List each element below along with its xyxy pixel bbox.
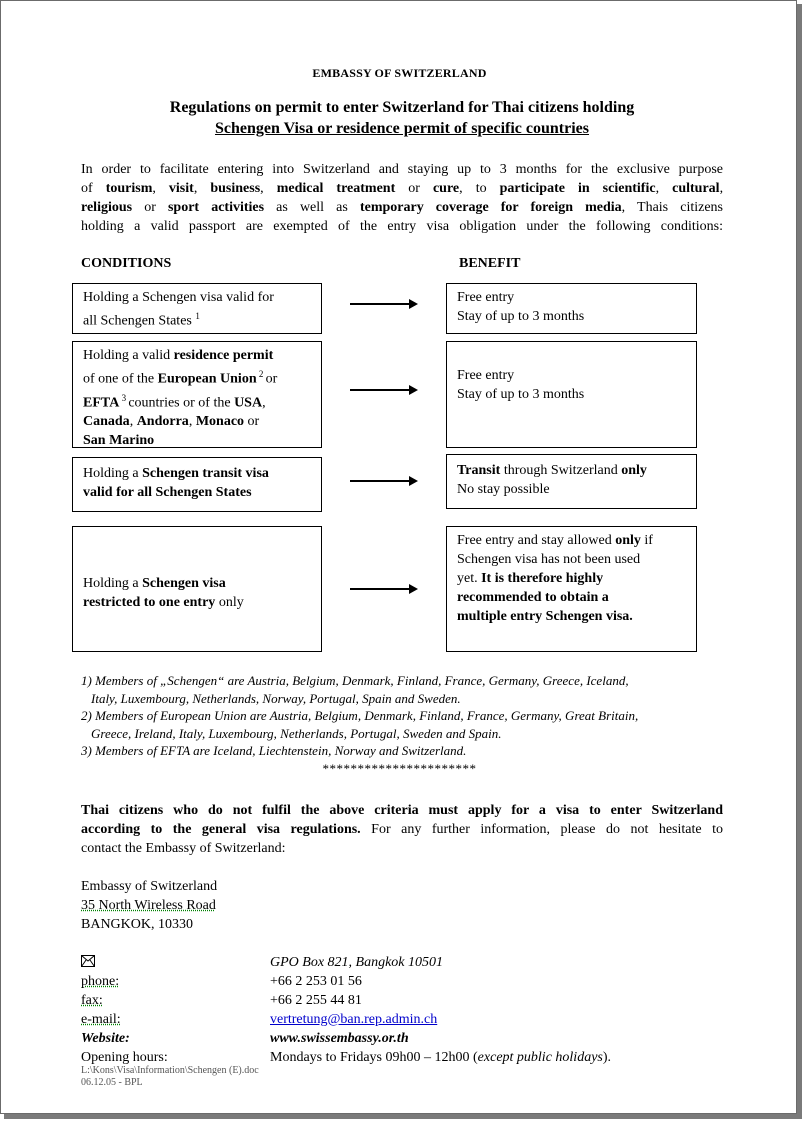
address-block: Embassy of Switzerland 35 North Wireless Road BANGKOK, 10330 <box>81 879 218 932</box>
website-label: Website: <box>81 1031 130 1046</box>
footnote-1: 1) Members of „Schengen“ are Austria, Belgium, Denmark, Finland, France, Germany, Greece, Iceland, Italy, Luxembourg, Netherlands, Norway, Portugal, Spain and Sweden. <box>81 673 629 706</box>
file-path: L:\Kons\Visa\Information\Schengen (E).doc 06.12.05 - BPL <box>81 1065 259 1088</box>
conditions-header: CONDITIONS <box>81 256 172 271</box>
condition-box-single-entry: Holding a Schengen visa restricted to one entry only <box>72 526 322 652</box>
benefit-box-free-entry-2: Free entry Stay of up to 3 months <box>446 341 697 448</box>
arrow-icon <box>350 389 416 391</box>
benefit-box-transit: Transit through Switzerland only No stay possible <box>446 454 697 509</box>
condition-box-residence-permit: Holding a valid residence permit of one of the European Union $^2$ or EFTA $^3$ countries or of the USA, Canada, Andorra, Monaco or San Marino <box>72 341 322 448</box>
arrow-icon <box>350 303 416 305</box>
phone-value: +66 2 253 01 56 <box>270 974 362 989</box>
email-link[interactable]: vertretung@ban.rep.admin.ch <box>270 1012 438 1027</box>
closing-paragraph: Thai citizens who do not fulfil the above criteria must apply for a visa to enter Switzerland according to the general visa regulations. For any further information, please do not hesitate to <box>81 803 723 837</box>
fax-value: +66 2 255 44 81 <box>270 993 362 1008</box>
condition-box-transit-visa: Holding a Schengen transit visa valid for all Schengen States <box>72 457 322 512</box>
email-label: e-mail: <box>81 1012 121 1027</box>
footnote-3: 3) Members of EFTA are Iceland, Liechtenstein, Norway and Switzerland. <box>81 743 467 758</box>
footnote-2: 2) Members of European Union are Austria, Belgium, Denmark, Finland, France, Germany, Great Britain, Greece, Ireland, Italy, Luxembourg, Netherlands, Portugal, Sweden and Spain. <box>81 708 639 741</box>
page-shadow-right <box>797 4 802 1118</box>
intro-line-3: religious or sport activities as well as temporary coverage for foreign media, Thais citizens <box>81 200 723 215</box>
po-box: GPO Box 821, Bangkok 10501 <box>270 955 444 970</box>
envelope-icon <box>81 954 95 966</box>
intro-line-1: In order to facilitate entering into Switzerland and staying up to 3 months for the exclusive purpose <box>81 162 723 177</box>
benefit-header: BENEFIT <box>459 256 521 271</box>
arrow-icon <box>350 588 416 590</box>
embassy-heading: EMBASSY OF SWITZERLAND <box>312 66 487 80</box>
title-line-1: Regulations on permit to enter Switzerland for Thai citizens holding <box>169 99 635 116</box>
phone-label: phone: <box>81 974 120 989</box>
page-shadow-bottom <box>4 1114 802 1119</box>
closing-line-3: contact the Embassy of Switzerland: <box>81 841 286 856</box>
website-value[interactable]: www.swissembassy.or.th <box>270 1031 409 1046</box>
condition-box-schengen-visa: Holding a Schengen visa valid for all Schengen States $^1$ <box>72 283 322 334</box>
intro-line-2: of tourism, visit, business, medical treatment or cure, to participate in scientific, cultural, <box>81 181 724 196</box>
title-line-2: Schengen Visa or residence permit of specific countries <box>214 120 590 137</box>
benefit-box-free-entry: Free entry Stay of up to 3 months <box>446 283 697 334</box>
arrow-icon <box>350 480 416 482</box>
intro-line-4: holding a valid passport are exempted of the entry visa obligation under the following conditions: <box>81 219 723 234</box>
separator-stars: ********************** <box>322 761 477 776</box>
hours-value: Mondays to Fridays 09h00 – 12h00 (except public holidays). <box>270 1050 612 1065</box>
fax-label: fax: <box>81 993 103 1008</box>
hours-label: Opening hours: <box>81 1050 168 1065</box>
intro-paragraph <box>81 160 723 217</box>
benefit-box-single-entry: Free entry and stay allowed only if Schengen visa has not been used yet. It is therefore highly recommended to obtain a multiple entry Schengen visa. <box>446 526 697 652</box>
